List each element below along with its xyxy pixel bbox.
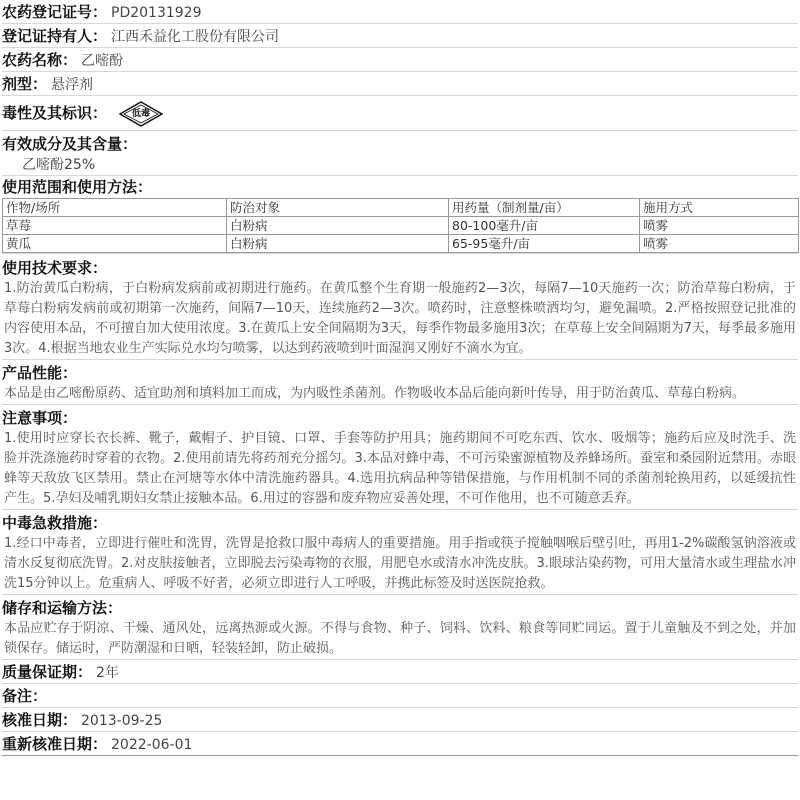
holder-row <box>2 24 798 48</box>
table-row <box>3 235 799 253</box>
active-ingredient-value: 乙嘧酚25% <box>22 157 96 173</box>
reapproval-date-label: 重新核准日期： <box>2 735 108 753</box>
usage-header-method: 施用方式 <box>640 199 799 217</box>
reapproval-date-row <box>2 732 798 756</box>
storage-section <box>2 595 798 660</box>
usage-label: 使用范围和使用方法： <box>2 178 153 196</box>
approval-date-label: 核准日期： <box>2 711 78 729</box>
usage-table-header-row <box>3 199 799 217</box>
storage-text: 本品应贮存于阴凉、干燥、通风处，远离热源或火源。不得与食物、种子、饲料、饮料、粮食等同贮同运。置于儿童触及不到之处，并加锁保存。储运时，严防潮湿和日晒，轻装轻卸，防止破损。 <box>4 621 796 656</box>
precautions-label: 注意事项： <box>2 409 78 427</box>
formulation-label: 剂型： <box>2 75 48 93</box>
usage-cell-method: 喷雾 <box>640 217 799 235</box>
registration-number-label: 农药登记证号： <box>2 3 108 21</box>
remarks-row <box>2 684 798 708</box>
registration-number-value: PD20131929 <box>111 5 202 21</box>
product-performance-label: 产品性能： <box>2 364 78 382</box>
pesticide-name-value: 乙嘧酚 <box>81 53 124 69</box>
toxicity-row <box>2 96 798 131</box>
table-row <box>3 217 799 235</box>
active-ingredient-row <box>2 131 798 176</box>
first-aid-label: 中毒急救措施： <box>2 514 108 532</box>
toxicity-badge-text: 低毒 <box>132 108 151 119</box>
first-aid-section <box>2 510 798 595</box>
usage-cell-target: 白粉病 <box>227 217 449 235</box>
toxicity-label: 毒性及其标识： <box>2 104 108 122</box>
formulation-row <box>2 72 798 96</box>
first-aid-text: 1.经口中毒者，立即进行催吐和洗胃，洗胃是抢救口服中毒病人的重要措施。用手指或筷子搅触咽喉后壁引吐，再用1-2%碳酸氢钠溶液或清水反复彻底洗胃。2.对皮肤接触者，立即脱去污染毒物的衣服，用肥皂水或清水冲洗皮肤。3.眼球沾染药物，可用大量清水或生理盐水冲洗15分钟以上。危重病人、呼吸不好者，必须立即进行人工呼吸，并携此标签及时送医院抢救。 <box>4 536 796 591</box>
holder-label: 登记证持有人： <box>2 27 108 45</box>
pesticide-name-row <box>2 48 798 72</box>
usage-cell-method: 喷雾 <box>640 235 799 253</box>
usage-header-crop: 作物/场所 <box>3 199 227 217</box>
shelf-life-row <box>2 660 798 684</box>
registration-number-row <box>2 0 798 24</box>
low-toxicity-diamond-icon <box>119 101 163 127</box>
technical-requirements-text: 1.防治黄瓜白粉病，于白粉病发病前或初期进行施药。在黄瓜整个生育期一般施药2—3次，每隔7—10天施药一次；防治草莓白粉病，于草莓白粉病发病前或初期第一次施药，间隔7—10天，连续施药2—3次。喷药时，注意整株喷洒均匀，避免漏喷。2.严格按照登记批准的内容使用本品，不可擅自加大使用浓度。3.在黄瓜上安全间隔期为3天，每季作物最多施用3次；在草莓上安全间隔期为7天，每季最多施用3次。4.根据当地农业生产实际兑水均匀喷雾，以达到药液喷到叶面湿润又刚好不滴水为宜。 <box>4 281 796 356</box>
usage-cell-dosage: 65-95毫升/亩 <box>449 235 640 253</box>
precautions-section <box>2 405 798 510</box>
usage-cell-crop: 黄瓜 <box>3 235 227 253</box>
product-performance-section <box>2 360 798 405</box>
shelf-life-value: 2年 <box>96 665 119 681</box>
holder-value: 江西禾益化工股份有限公司 <box>111 29 280 45</box>
technical-requirements-label: 使用技术要求： <box>2 259 108 277</box>
approval-date-row <box>2 708 798 732</box>
shelf-life-label: 质量保证期： <box>2 663 93 681</box>
technical-requirements-section <box>2 254 798 360</box>
usage-cell-crop: 草莓 <box>3 217 227 235</box>
active-ingredient-label: 有效成分及其含量： <box>2 135 138 153</box>
usage-table <box>2 198 799 253</box>
precautions-text: 1.使用时应穿长衣长裤、靴子，戴帽子、护目镜、口罩、手套等防护用具；施药期间不可吃东西、饮水、吸烟等；施药后应及时洗手、洗脸并洗涤施药时穿着的衣物。2.使用前请先将药剂充分摇匀。3.本品对蜂中毒，不可污染蜜源植物及养蜂场所。蚕室和桑园附近禁用。赤眼蜂等天敌放飞区禁用。禁止在河塘等水体中清洗施药器具。4.选用抗病品种等错保措施，与作用机制不同的杀菌剂轮换用药，以延缓抗性产生。5.孕妇及哺乳期妇女禁止接触本品。6.用过的容器和废弃物应妥善处理，不可作他用，也不可随意丢弃。 <box>4 431 796 506</box>
usage-cell-target: 白粉病 <box>227 235 449 253</box>
pesticide-name-label: 农药名称： <box>2 51 78 69</box>
usage-header-dosage: 用药量（制剂量/亩） <box>449 199 640 217</box>
formulation-value: 悬浮剂 <box>51 77 94 93</box>
product-performance-text: 本品是由乙嘧酚原药、适宜助剂和填料加工而成，为内吸性杀菌剂。作物吸收本品后能向新叶传导，用于防治黄瓜、草莓白粉病。 <box>4 386 746 401</box>
usage-cell-dosage: 80-100毫升/亩 <box>449 217 640 235</box>
reapproval-date-value: 2022-06-01 <box>111 737 193 753</box>
storage-label: 储存和运输方法： <box>2 599 123 617</box>
approval-date-value: 2013-09-25 <box>81 713 163 729</box>
remarks-label: 备注： <box>2 687 48 705</box>
usage-section <box>2 176 798 254</box>
usage-header-target: 防治对象 <box>227 199 449 217</box>
